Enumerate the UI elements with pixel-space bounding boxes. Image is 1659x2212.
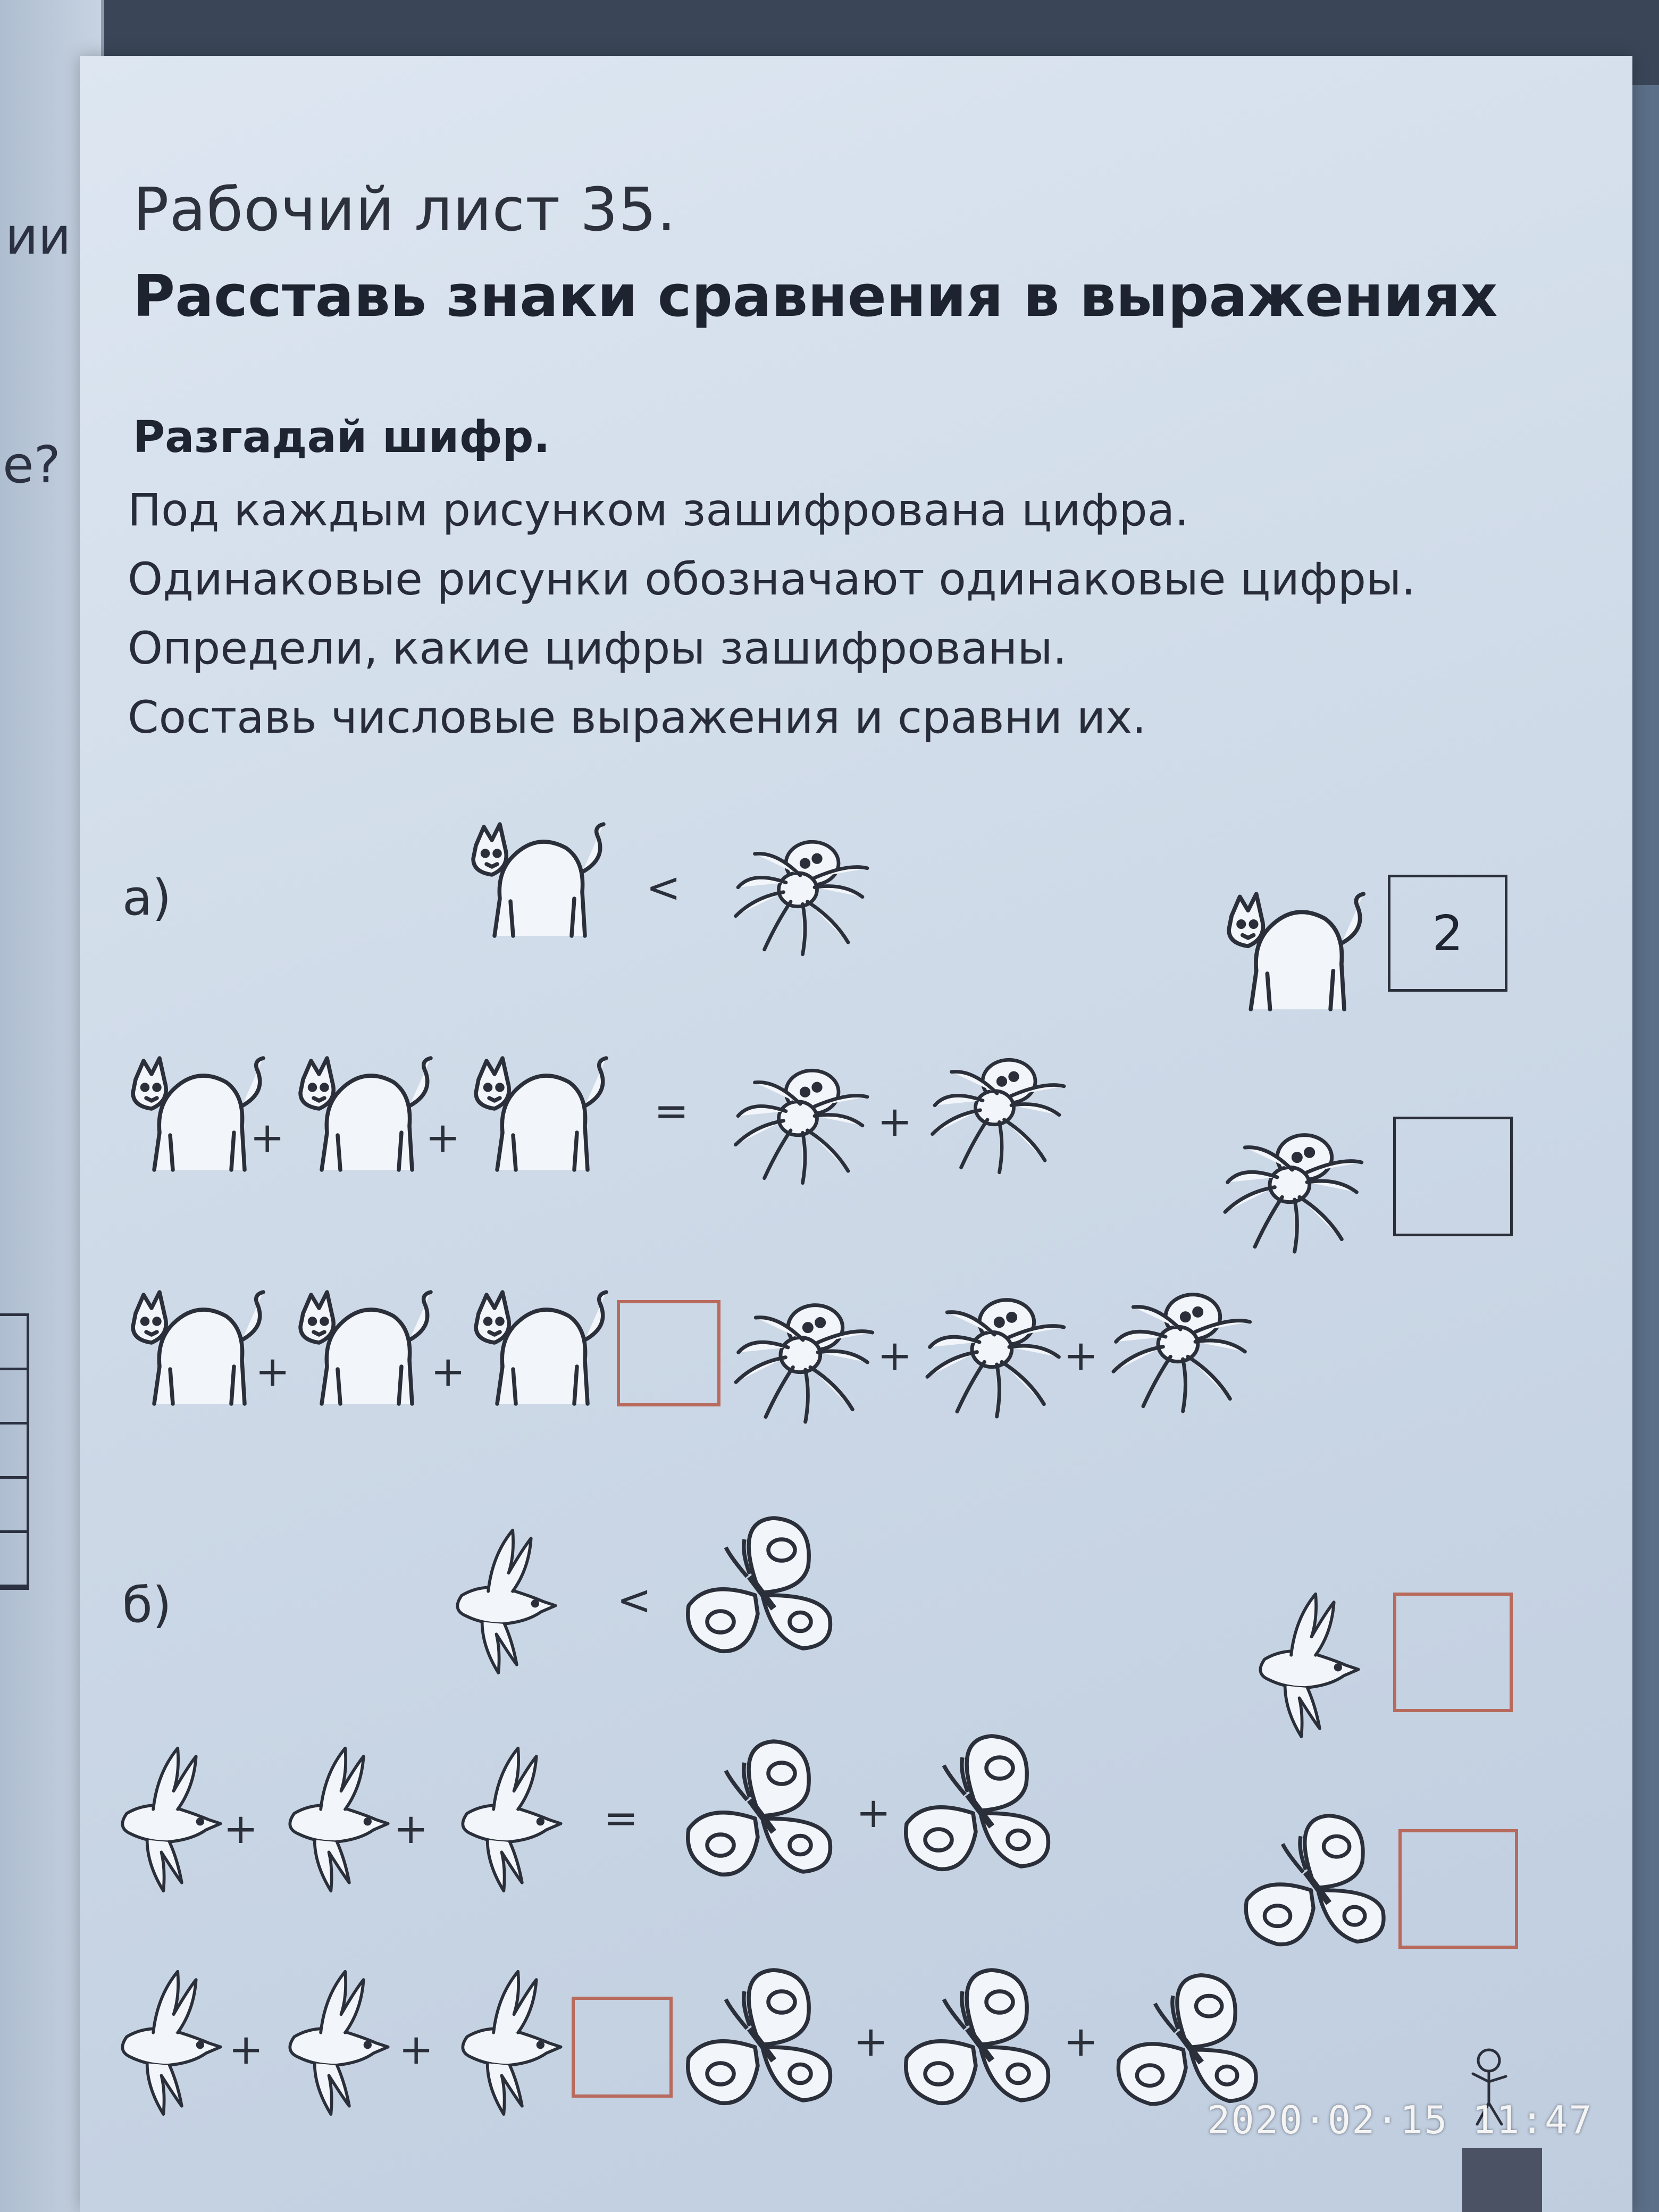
task-title: Разгадай шифр. <box>133 412 550 463</box>
bird-icon <box>447 1741 569 1896</box>
cat-icon <box>460 1050 619 1188</box>
plus-sign: + <box>877 1332 912 1380</box>
bird-icon <box>441 1523 564 1678</box>
compare-sign: < <box>617 1577 652 1624</box>
plus-sign: + <box>853 2018 889 2066</box>
worksheet-page <box>80 56 1632 2212</box>
cat-icon <box>284 1284 444 1422</box>
plus-sign: + <box>1063 1332 1099 1380</box>
instruction-line: Одинаковые рисунки обозначают одинаковые цифры. <box>128 553 1416 605</box>
adjacent-page-table <box>0 1313 29 1590</box>
worksheet-heading: Расставь знаки сравнения в выражениях <box>133 263 1498 330</box>
part-b-label: б) <box>122 1577 172 1633</box>
spider-answer-box[interactable] <box>1393 1117 1513 1236</box>
photo-timestamp: 2020·02·15 11:47 <box>1207 2098 1593 2142</box>
cat-icon <box>457 816 617 954</box>
plus-sign: + <box>431 1348 466 1396</box>
compare-sign: < <box>646 864 681 912</box>
spider-icon <box>920 1284 1069 1422</box>
plus-sign: + <box>250 1114 285 1162</box>
plus-sign: + <box>229 2026 264 2074</box>
butterfly-icon <box>1239 1811 1393 1965</box>
equals-sign: = <box>654 1087 689 1135</box>
cat-icon <box>460 1284 619 1422</box>
butterfly-answer-box[interactable] <box>1398 1829 1518 1949</box>
plus-sign: + <box>399 2026 434 2074</box>
bird-icon <box>1244 1587 1367 1741</box>
plus-sign: + <box>425 1114 460 1162</box>
part-a-label: а) <box>122 869 172 926</box>
plus-sign: + <box>223 1805 258 1853</box>
cat-answer-box[interactable] <box>1388 875 1507 992</box>
butterfly-icon <box>899 1965 1058 2124</box>
plus-sign: + <box>255 1348 290 1396</box>
bird-icon <box>106 1741 229 1896</box>
worksheet-number: Рабочий лист 35. <box>133 175 677 245</box>
bird-icon <box>274 1741 396 1896</box>
bird-icon <box>274 1965 396 2119</box>
plus-sign: + <box>1063 2018 1099 2066</box>
spider-icon <box>728 1055 872 1188</box>
butterfly-icon <box>681 1513 840 1672</box>
bird-icon <box>447 1965 569 2119</box>
adjacent-page-text-mid: е? <box>3 436 61 495</box>
butterfly-icon <box>681 1965 840 2124</box>
bird-answer-box[interactable] <box>1393 1593 1513 1712</box>
spider-icon <box>1218 1119 1367 1258</box>
equals-sign: = <box>604 1795 639 1842</box>
spider-icon <box>925 1045 1069 1178</box>
cat-icon <box>284 1050 444 1188</box>
cat-icon <box>1212 885 1377 1029</box>
comparison-answer-box[interactable] <box>572 1997 673 2098</box>
spider-answer-value <box>1396 1119 1510 1234</box>
plus-sign: + <box>877 1098 912 1146</box>
instruction-line: Определи, какие цифры зашифрованы. <box>128 622 1067 674</box>
spider-icon <box>728 827 872 960</box>
page-corner <box>1462 2148 1542 2212</box>
spider-icon <box>1106 1279 1255 1417</box>
cat-answer-value: 2 <box>1432 904 1463 962</box>
butterfly-icon <box>899 1731 1058 1890</box>
butterfly-icon <box>681 1736 840 1896</box>
instruction-line: Под каждым рисунком зашифрована цифра. <box>128 484 1189 536</box>
spider-icon <box>728 1289 877 1428</box>
adjacent-page-text-top: ии <box>5 207 71 266</box>
comparison-answer-box[interactable] <box>617 1300 720 1406</box>
plus-sign: + <box>856 1789 891 1837</box>
bird-icon <box>106 1965 229 2119</box>
plus-sign: + <box>393 1805 429 1853</box>
cat-icon <box>117 1284 276 1422</box>
instruction-line: Составь числовые выражения и сравни их. <box>128 691 1146 743</box>
